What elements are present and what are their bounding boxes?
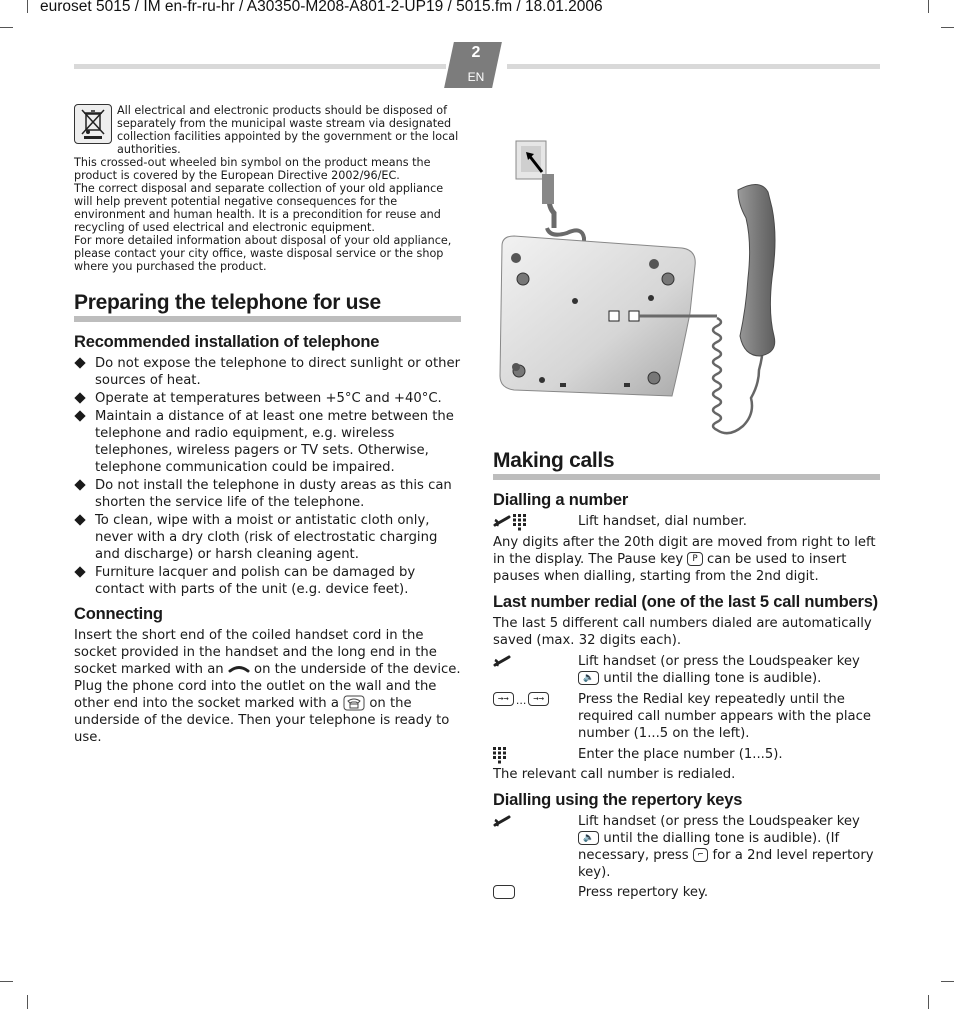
subsection-heading: Recommended installation of telephone xyxy=(74,333,380,351)
telephone-socket-icon xyxy=(343,695,365,711)
subsection-heading: Dialling a number xyxy=(493,491,629,509)
keypad-icon xyxy=(493,747,507,764)
list-item xyxy=(74,512,461,563)
lift-handset-icon xyxy=(493,814,513,828)
instruction-text: Lift handset, dial number. xyxy=(578,514,747,529)
instruction-row xyxy=(493,653,880,687)
subsection-heading: Last number redial (one of the last 5 call numbers) xyxy=(493,593,878,611)
instruction-row xyxy=(493,746,880,764)
list-item xyxy=(74,477,461,511)
header-rule-right xyxy=(507,64,880,69)
header-rule-left xyxy=(74,64,446,69)
lift-handset-icon xyxy=(493,514,513,528)
crop-mark xyxy=(941,27,954,28)
handset-socket-icon xyxy=(228,664,250,674)
disposal-line: please contact your city office, waste disposal service or the shop xyxy=(74,247,444,260)
section-title: Preparing the telephone for use xyxy=(74,294,461,322)
repertory-key-icon xyxy=(493,885,515,899)
shift-key-icon: ⌐ xyxy=(693,848,708,862)
crop-mark xyxy=(928,0,929,13)
connecting-text: on the underside of the device. Then your telephone is ready to use. xyxy=(74,696,450,745)
instruction-text xyxy=(578,813,880,881)
loudspeaker-key-icon: 🔈 xyxy=(578,831,599,845)
disposal-line: authorities. xyxy=(117,143,181,156)
instruction-row xyxy=(493,691,880,742)
list-item-text: Operate at temperatures between +5°C and +40°C. xyxy=(95,391,442,406)
installation-list xyxy=(74,355,461,598)
list-item xyxy=(74,355,461,389)
instruction-row xyxy=(493,513,880,531)
connecting-paragraph xyxy=(74,627,461,746)
instruction-row xyxy=(493,884,880,901)
disposal-line: environment and human health. It is a precondition for reuse and xyxy=(74,208,441,221)
keypad-icon xyxy=(513,514,527,531)
disposal-line: product is covered by the European Directive 2002/96/EC. xyxy=(74,169,400,182)
instruction-text-part: until the dialling tone is audible). xyxy=(603,671,822,686)
running-header: euroset 5015 / IM en-fr-ru-hr / A30350-M208-A801-2-UP19 / 5015.fm / 18.01.2006 xyxy=(40,0,603,15)
crop-mark xyxy=(941,981,954,982)
connecting-text: on the underside of the device. Plug the phone cord into the outlet on the wall and the other end into the socket marked with a xyxy=(74,662,461,711)
list-item xyxy=(74,564,461,598)
instruction-icons xyxy=(493,691,578,742)
pause-key-icon: P xyxy=(687,552,702,566)
redial-outro: The relevant call number is redialed. xyxy=(493,767,736,782)
list-item-text: To clean, wipe with a moist or antistatic cloth only, never with a dry cloth (risk of electrostatic charging and discharge) or harsh cleaning agent. xyxy=(95,513,438,562)
bullet-diamond-icon xyxy=(74,392,85,403)
instruction-text: Enter the place number (1...5). xyxy=(578,747,783,762)
instruction-text: Press the Redial key repeatedly until the required call number appears with the place number (1...5 on the left). xyxy=(578,692,871,741)
redial-key-icon: →→ xyxy=(528,692,549,706)
disposal-line: recycling of used electrical and electronic equipment. xyxy=(74,221,375,234)
disposal-line: This crossed-out wheeled bin symbol on the product means the xyxy=(74,156,431,169)
telephone-connection-illustration xyxy=(492,138,792,438)
instruction-icons xyxy=(493,653,578,687)
bullet-diamond-icon xyxy=(74,479,85,490)
key-range-ellipsis: ... xyxy=(515,694,527,707)
page-language: EN xyxy=(467,70,485,84)
instruction-icons xyxy=(493,513,578,531)
crop-mark xyxy=(0,27,13,28)
instruction-icons xyxy=(493,746,578,764)
list-item-text: Maintain a distance of at least one metre between the telephone and radio equipment, e.g. wireless telephones, wireless pagers or TV sets. Otherwise, telephone communication could be impaired. xyxy=(95,409,454,475)
making-calls-section xyxy=(493,449,880,901)
instruction-icons xyxy=(493,813,578,881)
page-number: 2 xyxy=(471,44,481,61)
disposal-line: where you purchased the product. xyxy=(74,260,267,273)
disposal-line: separately from the municipal waste stream via designated xyxy=(117,117,452,130)
list-item-text: Furniture lacquer and polish can be damaged by contact with parts of the unit (e.g. device feet). xyxy=(95,565,416,597)
bullet-diamond-icon xyxy=(74,410,85,421)
dialling-note xyxy=(493,534,880,585)
crop-mark xyxy=(27,0,28,13)
instruction-text-part: Lift handset (or press the Loudspeaker key xyxy=(578,814,860,829)
disposal-line: The correct disposal and separate collection of your old appliance xyxy=(74,182,444,195)
redial-key-icon: →→ xyxy=(493,692,514,706)
instruction-text xyxy=(578,653,880,687)
lift-handset-icon xyxy=(493,654,513,668)
subsection-heading: Dialling using the repertory keys xyxy=(493,791,743,809)
connecting-text: Insert the short end of the coiled handset cord in the socket provided in the handset and the long end in the socket marked with an xyxy=(74,628,437,677)
bullet-diamond-icon xyxy=(74,357,85,368)
redial-intro: The last 5 different call numbers dialed are automatically saved (max. 32 digits each). xyxy=(493,616,872,648)
disposal-line: For more detailed information about disposal of your old appliance, xyxy=(74,234,452,247)
instruction-text-part: Lift handset (or press the Loudspeaker key xyxy=(578,654,860,669)
disposal-line: collection facilities appointed by the government or the local xyxy=(117,130,459,143)
list-item-text: Do not expose the telephone to direct sunlight or other sources of heat. xyxy=(95,356,461,388)
disposal-line: All electrical and electronic products should be disposed of xyxy=(117,104,448,117)
list-item xyxy=(74,390,461,407)
crop-mark xyxy=(0,981,13,982)
dialling-note-text: Any digits after the 20th digit are moved from right to left in the display. The Pause key xyxy=(493,535,876,567)
instruction-text: Press repertory key. xyxy=(578,885,709,900)
subsection-heading: Connecting xyxy=(74,605,163,623)
handset xyxy=(738,184,775,356)
dialling-note-text: can be used to insert pauses when dialling, starting from the 2nd digit. xyxy=(493,552,847,584)
disposal-notice xyxy=(74,104,464,273)
preparing-section xyxy=(74,291,461,746)
instruction-text-part: for a 2nd level repertory key). xyxy=(578,848,874,880)
list-item-text: Do not install the telephone in dusty areas as this can shorten the service life of the telephone. xyxy=(95,478,452,510)
instruction-icons xyxy=(493,884,578,901)
list-item xyxy=(74,408,461,476)
bullet-diamond-icon xyxy=(74,566,85,577)
instruction-text-part: until the dialling tone is audible). (If necessary, press xyxy=(578,831,840,863)
crop-mark xyxy=(27,995,28,1009)
disposal-line: will help prevent potential negative consequences for the xyxy=(74,195,398,208)
bullet-diamond-icon xyxy=(74,514,85,525)
loudspeaker-key-icon: 🔈 xyxy=(578,671,599,685)
crop-mark xyxy=(928,995,929,1009)
instruction-row xyxy=(493,813,880,881)
section-title: Making calls xyxy=(493,452,880,480)
